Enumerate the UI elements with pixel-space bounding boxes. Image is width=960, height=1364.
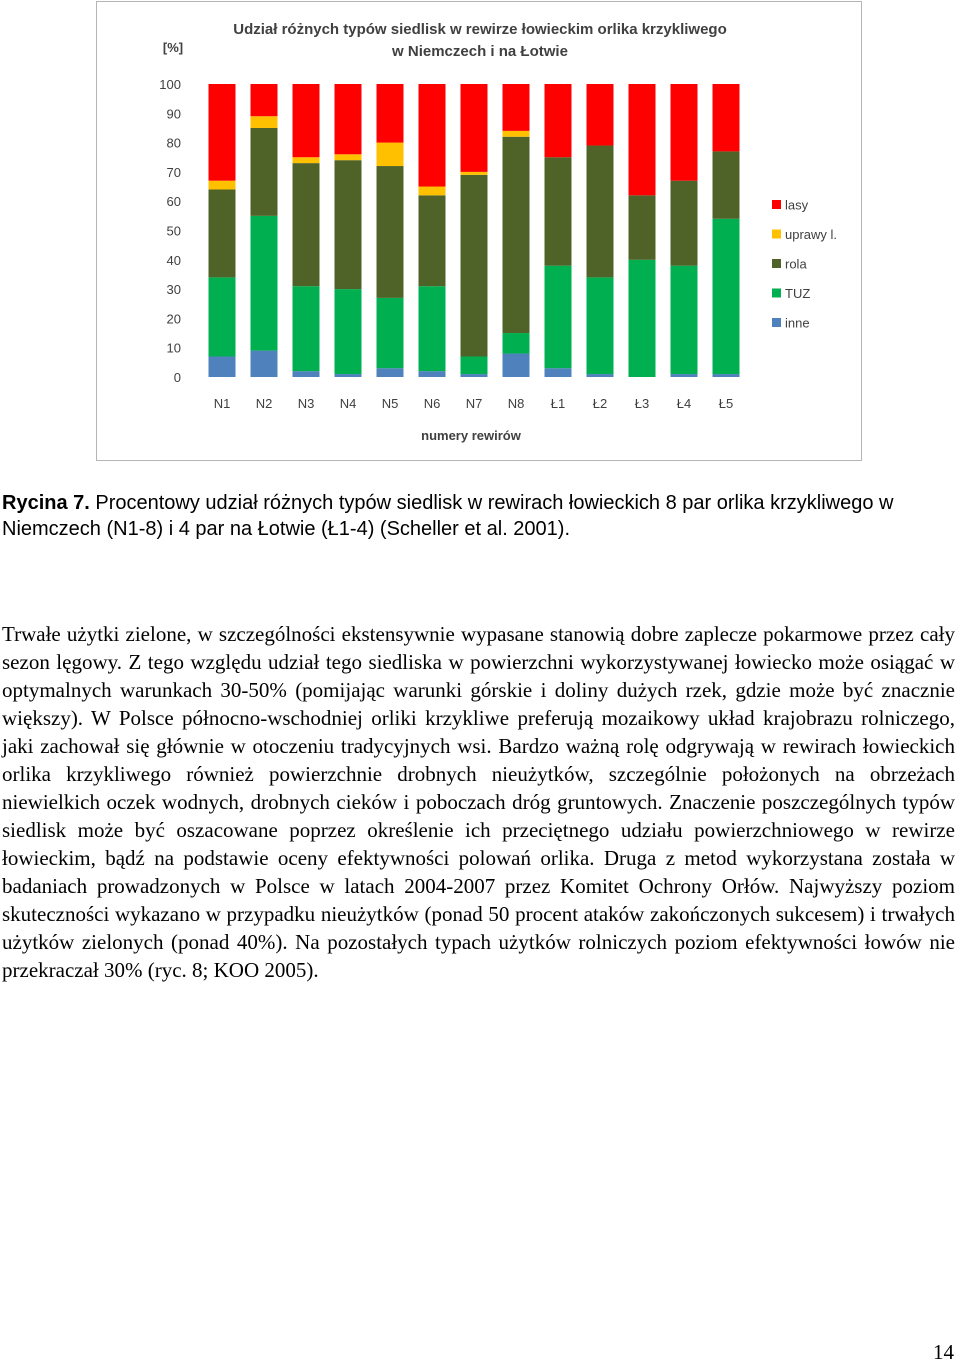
legend-label: lasy [785,197,809,213]
legend-label: inne [785,315,810,331]
bar-segment [545,368,572,377]
legend [772,198,837,331]
y-tick-label: 70 [166,164,181,180]
stacked-bar-chart [97,2,863,462]
bar-segment [629,84,656,195]
bar-segment [377,298,404,368]
bar-segment [461,374,488,377]
bar-segment [461,175,488,357]
x-tick-label: N8 [507,396,525,411]
bar-segment [587,146,614,278]
bar-segment [209,84,236,181]
bar-segment [335,160,362,289]
bar-segment [713,84,740,151]
y-tick-label: 80 [166,135,181,151]
x-tick-label: Ł2 [592,396,608,411]
bar-segment [461,84,488,172]
bar-segment [671,181,698,266]
legend-swatch [772,318,781,327]
legend-swatch [772,289,781,298]
y-axis-ticks [159,77,181,385]
bar-segment [503,84,530,131]
bar-segment [251,351,278,377]
bar-segment [251,128,278,216]
bar-segment [419,286,446,371]
x-tick-label: N1 [213,396,231,411]
bar-segment [545,157,572,265]
y-tick-label: 60 [166,194,181,210]
bar-segment [251,216,278,351]
bar-segment [419,187,446,196]
body-paragraph: Trwałe użytki zielone, w szczególności ekstensywnie wypasane stanowią dobre zaplecze pokarmowe przez cały sezon lęgowy. Z tego względu udział tego siedliska w powierzchni wykorzystywanej łowiecko może osiągać w optymalnych warunkach 30-50% (pomijając warunki górskie i doliny dużych rzek, gdzie może być znacznie większy). W Polsce północno-wschodniej orliki krzykliwe preferują mozaikowy układ krajobrazu rolniczego, jaki zachował się głównie w otoczeniu tradycyjnych wsi. Bardzo ważną rolę odgrywają w rewirach łowieckich orlika krzykliwego również powierzchnie drobnych nieużytków, szczególnie położonych na obrzeżach niewielkich oczek wodnych, drobnych cieków i poboczach dróg gruntowych. Znaczenie poszczególnych typów siedlisk może być oszacowane poprzez określenie ich przeciętnego udziału powierzchniowego w rewirze łowieckim, bądź na podstawie oceny efektywności polowań orlika. Druga z metod wykorzystana została w badaniach prowadzonych w Polsce w latach 2004-2007 przez Komitet Ochrony Orłów. Najwyższy poziom skuteczności wykazano w przypadku nieużytków (ponad 50 procent ataków zakończonych sukcesem) i trwałych użytków zielonych (ponad 40%). Na pozostałych typach użytków rolniczych poziom efektywności łowów nie przekraczał 30% (ryc. 8; KOO 2005). [2,622,955,982]
legend-swatch [772,230,781,239]
bar-segment [293,371,320,377]
page-number: 14 [933,1340,954,1364]
bar-segment [209,277,236,356]
chart-title: Udział różnych typów siedlisk w rewirze łowieckim orlika krzykliwego [233,21,727,38]
bar-segment [503,137,530,333]
y-tick-label: 100 [159,77,181,92]
bar-segment [503,354,530,377]
x-tick-label: N5 [381,396,399,411]
bar-segment [377,368,404,377]
bar-segment [335,84,362,154]
bar-segment [419,84,446,187]
bar-segment [293,84,320,157]
y-tick-label: 10 [166,340,181,356]
x-tick-label: Ł1 [550,396,566,411]
y-tick-label: 30 [166,282,181,298]
y-tick-label: 0 [173,370,181,385]
bar-segment [377,84,404,143]
bar-segment [629,195,656,259]
bar-segment [587,374,614,377]
chart-frame [96,1,862,461]
x-tick-label: N6 [423,396,441,411]
x-tick-label: Ł3 [634,396,650,411]
legend-swatch [772,259,781,268]
bar-segment [587,84,614,146]
x-tick-label: Ł4 [676,396,692,411]
legend-swatch [772,200,781,209]
bar-segment [629,260,656,377]
bar-segment [293,163,320,286]
x-tick-label: N2 [255,396,273,411]
caption-label: Rycina 7. [2,492,90,514]
bar-segment [503,333,530,354]
x-tick-label: N4 [339,396,357,411]
chart-subtitle: w Niemczech i na Łotwie [392,43,568,60]
bar-segment [461,172,488,175]
x-axis-ticks [214,396,734,411]
y-tick-label: 50 [166,223,181,239]
bar-segment [545,266,572,369]
y-tick-label: 40 [166,252,181,268]
bar-segment [209,189,236,277]
x-axis-label: numery rewirów [421,428,521,443]
bar-segment [503,131,530,137]
bar-segment [251,84,278,116]
bar-segment [587,277,614,374]
bar-segment [461,356,488,374]
y-tick-label: 90 [166,106,181,122]
bar-segment [377,143,404,166]
y-axis-label: [%] [162,40,184,55]
figure-caption [2,490,942,542]
bar-segment [335,374,362,377]
bar-segment [293,157,320,163]
legend-label: rola [785,256,807,272]
bar-segment [335,289,362,374]
x-tick-label: Ł5 [718,396,734,411]
bar-segment [671,84,698,181]
bar-segment [377,166,404,298]
bar-segment [419,195,446,286]
bar-segment [545,84,572,157]
bar-segment [209,181,236,190]
legend-label: TUZ [785,286,811,301]
bar-segment [419,371,446,377]
x-tick-label: N3 [297,396,315,411]
bar-segment [713,151,740,218]
bar-segment [713,374,740,377]
bars-group [209,84,740,377]
bar-segment [293,286,320,371]
y-tick-label: 20 [166,311,181,327]
bar-segment [251,116,278,128]
bar-segment [671,266,698,374]
bar-segment [209,356,236,377]
bar-segment [713,219,740,374]
legend-label: uprawy l. [785,227,838,242]
x-tick-label: N7 [465,396,483,411]
caption-text: Procentowy udział różnych typów siedlisk w rewirach łowieckich 8 par orlika krzykliwego w Niemczech (N1-8) i 4 par na Łotwie (Ł1-4) (Scheller et al. 2001). [2,492,894,540]
bar-segment [335,154,362,160]
bar-segment [671,374,698,377]
